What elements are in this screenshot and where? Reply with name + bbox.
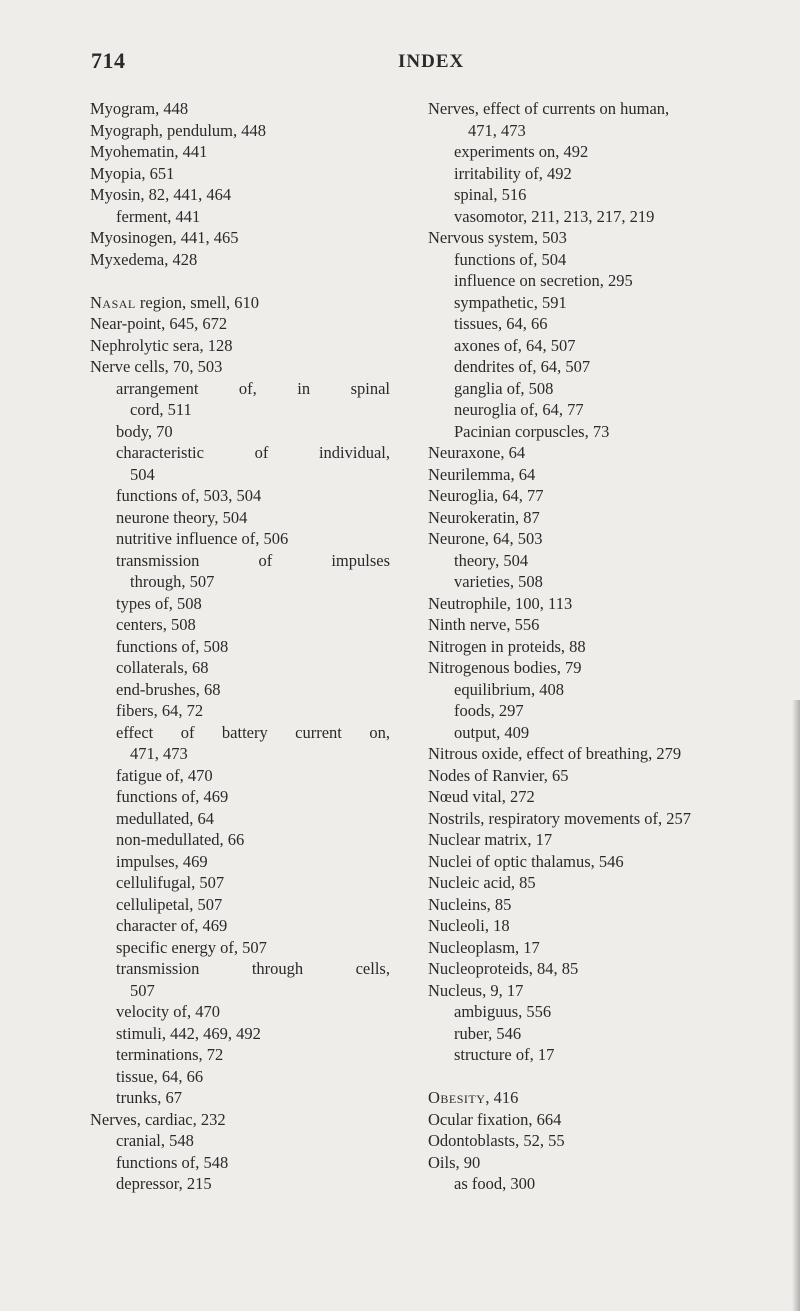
index-entry: Nuclei of optic thalamus, 546 — [428, 851, 624, 871]
index-entry: vasomotor, 211, 213, 217, 219 — [454, 206, 655, 226]
index-entry: Nucleic acid, 85 — [428, 873, 536, 892]
index-entry: Neurokeratin, 87 — [428, 507, 540, 527]
index-entry: medullated, 64 — [116, 808, 215, 828]
index-entry: Nucleoproteids, 84, 85 — [428, 959, 579, 978]
index-entry: functions of, 508 — [116, 636, 229, 656]
index-entry: Myopia, 651 — [90, 163, 175, 183]
index-entry: trunks, 67 — [116, 1088, 182, 1107]
index-entry: structure of, 17 — [454, 1045, 555, 1064]
index-entry: Neurone, 64, 503 — [428, 529, 543, 548]
index-entry: Obesity, 416 — [428, 1088, 519, 1107]
index-entry: foods, 297 — [454, 701, 524, 720]
index-entry: collaterals, 68 — [116, 658, 209, 677]
index-entry: influence on secretion, 295 — [454, 271, 633, 290]
index-entry: Neuraxone, 64 — [428, 443, 526, 462]
index-entry: functions of, 503, 504 — [116, 486, 262, 505]
index-entry: transmission through cells, — [116, 959, 390, 978]
index-entry: Nostrils, respiratory movements of, 257 — [428, 808, 692, 828]
index-entry: cranial, 548 — [116, 1131, 194, 1150]
index-entry: Nucleoli, 18 — [428, 916, 510, 935]
index-entry: Myohematin, 441 — [90, 142, 208, 161]
index-entry: equilibrium, 408 — [454, 679, 564, 699]
index-entry: impulses, 469 — [116, 851, 208, 871]
index-entry: Nitrous oxide, effect of breathing, 279 — [428, 744, 682, 763]
index-entry: neuroglia of, 64, 77 — [454, 400, 584, 419]
index-entry: Nucleus, 9, 17 — [428, 980, 524, 1000]
index-entry: Myxedema, 428 — [90, 249, 198, 269]
index-entry: cellulifugal, 507 — [116, 873, 225, 892]
index-entry: tissue, 64, 66 — [116, 1066, 204, 1086]
index-entry: effect of battery current on, — [116, 722, 390, 742]
index-entry: stimuli, 442, 469, 492 — [116, 1023, 261, 1043]
index-entry: Neurilemma, 64 — [428, 464, 536, 484]
index-entry: functions of, 548 — [116, 1152, 229, 1172]
index-entry: Neuroglia, 64, 77 — [428, 486, 544, 505]
index-entry: Ocular fixation, 664 — [428, 1109, 562, 1129]
index-entry: Myogram, 448 — [90, 99, 189, 118]
index-entry: fibers, 64, 72 — [116, 701, 204, 720]
index-entry: cord, 511 — [130, 400, 192, 419]
index-entry: 471, 473 — [468, 120, 526, 140]
index-entry: character of, 469 — [116, 916, 228, 935]
index-entry: Myograph, pendulum, 448 — [90, 120, 266, 140]
index-entry: Nerves, effect of currents on human, — [428, 99, 670, 118]
index-entry: arrangement of, in spinal — [116, 378, 390, 398]
page-edge-shadow — [792, 700, 800, 1311]
index-entry: Nucleoplasm, 17 — [428, 937, 540, 957]
index-entry: tissues, 64, 66 — [454, 314, 548, 333]
index-entry: ambiguus, 556 — [454, 1002, 552, 1021]
index-entry: Pacinian corpuscles, 73 — [454, 421, 610, 441]
index-entry: axones of, 64, 507 — [454, 335, 576, 355]
index-entry: output, 409 — [454, 722, 530, 742]
index-entry: non-medullated, 66 — [116, 830, 245, 849]
index-entry: varieties, 508 — [454, 572, 543, 591]
index-entry: ferment, 441 — [116, 206, 201, 226]
running-head: INDEX — [398, 51, 465, 72]
page-header — [0, 48, 800, 78]
index-entry: Oils, 90 — [428, 1152, 481, 1172]
index-entry: Nitrogen in proteids, 88 — [428, 636, 586, 656]
index-entry: sympathetic, 591 — [454, 292, 567, 312]
index-entry: Nephrolytic sera, 128 — [90, 335, 233, 355]
index-entry: Nervous system, 503 — [428, 228, 567, 247]
index-entry: Ninth nerve, 556 — [428, 615, 540, 634]
index-entry: dendrites of, 64, 507 — [454, 357, 591, 376]
index-entry: Myosinogen, 441, 465 — [90, 228, 239, 247]
index-entry: Nerves, cardiac, 232 — [90, 1109, 226, 1129]
index-entry: neurone theory, 504 — [116, 507, 248, 527]
index-entry: Nuclear matrix, 17 — [428, 830, 553, 849]
index-entry: Neutrophile, 100, 113 — [428, 593, 573, 613]
index-entry: centers, 508 — [116, 615, 196, 634]
index-entry: as food, 300 — [454, 1174, 536, 1193]
index-entry: Nucleins, 85 — [428, 894, 512, 914]
index-entry: characteristic of individual, — [116, 443, 390, 462]
index-entry: types of, 508 — [116, 593, 202, 613]
index-entry: end-brushes, 68 — [116, 679, 221, 699]
index-entry: 504 — [130, 464, 155, 484]
index-entry: functions of, 504 — [454, 249, 567, 269]
index-entry: Nœud vital, 272 — [428, 787, 535, 806]
index-entry: specific energy of, 507 — [116, 937, 267, 957]
index-entry: Nitrogenous bodies, 79 — [428, 658, 582, 677]
index-column-left — [90, 98, 390, 1195]
index-entry: body, 70 — [116, 421, 173, 441]
index-entry: Myosin, 82, 441, 464 — [90, 185, 232, 204]
index-entry: 507 — [130, 980, 155, 1000]
index-entry: transmission of impulses — [116, 550, 390, 570]
index-entry: depressor, 215 — [116, 1174, 212, 1193]
index-entry: ganglia of, 508 — [454, 378, 554, 398]
index-entry: through, 507 — [130, 572, 215, 591]
index-entry: Odontoblasts, 52, 55 — [428, 1131, 565, 1150]
index-column-right — [428, 98, 773, 1195]
index-entry: Nerve cells, 70, 503 — [90, 357, 223, 376]
index-entry: irritability of, 492 — [454, 163, 572, 183]
index-entry: velocity of, 470 — [116, 1002, 221, 1021]
index-entry: nutritive influence of, 506 — [116, 529, 289, 548]
index-entry: fatigue of, 470 — [116, 765, 213, 785]
index-entry: functions of, 469 — [116, 787, 229, 806]
index-entry: 471, 473 — [130, 744, 188, 763]
index-entry: cellulipetal, 507 — [116, 894, 223, 914]
index-entry: theory, 504 — [454, 550, 529, 570]
index-entry: terminations, 72 — [116, 1045, 224, 1064]
index-entry: spinal, 516 — [454, 185, 527, 204]
index-entry: Near-point, 645, 672 — [90, 314, 228, 333]
index-entry: Nasal region, smell, 610 — [90, 292, 260, 312]
index-entry: ruber, 546 — [454, 1023, 522, 1043]
index-entry: Nodes of Ranvier, 65 — [428, 765, 569, 785]
index-entry: experiments on, 492 — [454, 142, 589, 161]
page-number: 714 — [91, 48, 126, 73]
